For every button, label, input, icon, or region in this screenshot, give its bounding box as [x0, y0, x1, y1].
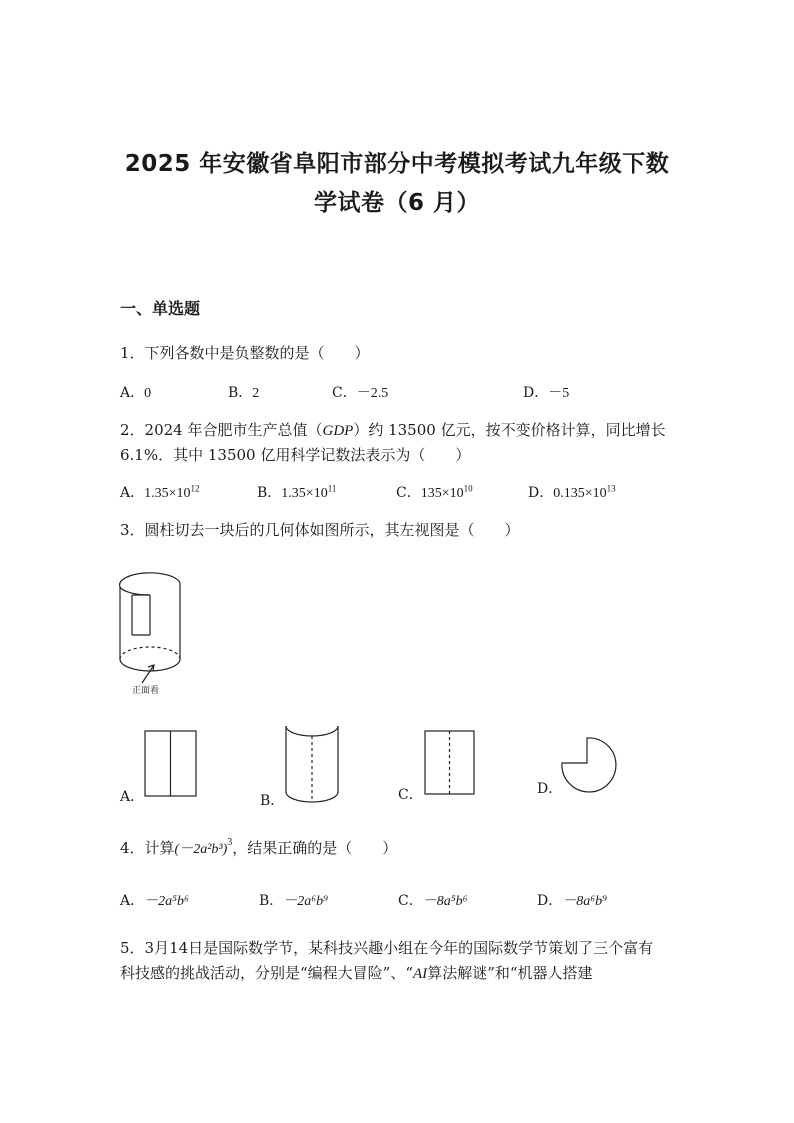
option-a-figure	[144, 730, 198, 798]
cylinder-top-front	[120, 587, 150, 595]
question-4-option-b	[259, 890, 328, 910]
option-value: 2	[252, 386, 260, 401]
option-value: 1.35×10	[281, 486, 328, 501]
option-label: C．	[396, 485, 421, 501]
option-label: D．	[523, 385, 549, 401]
question-4-stem	[120, 837, 397, 858]
stem-text: ）约 13500 亿元，按不变价格计算，同比增长	[353, 421, 666, 439]
question-1-stem: 1．下列各数中是负整数的是（ ）	[120, 344, 370, 362]
question-4-option-d	[537, 890, 607, 910]
math-expression: (－2a²b³)	[174, 842, 228, 857]
option-label: B．	[228, 385, 253, 401]
option-label: A．	[120, 485, 145, 501]
question-3-option-d-label: D．	[537, 781, 563, 797]
math-variable: GDP	[322, 423, 354, 439]
document-title-line-2: 学试卷（6 月）	[313, 190, 480, 216]
stem-text: ，结果正确的是（ ）	[232, 839, 398, 857]
option-value: 0.135×10	[553, 486, 607, 501]
option-exponent: 12	[190, 483, 200, 494]
cylinder-bottom-arc	[120, 659, 180, 671]
question-3-stem: 3．圆柱切去一块后的几何体如图所示，其左视图是（ ）	[120, 521, 520, 539]
question-1-option-d	[523, 382, 569, 402]
top-arc	[286, 726, 338, 736]
question-2-stem-line-2: 6.1%．其中 13500 亿用科学记数法表示为（ ）	[120, 446, 471, 464]
option-value: 135×10	[420, 486, 464, 501]
option-value: －2.5	[356, 386, 389, 401]
question-2-option-c	[396, 482, 473, 502]
section-heading: 一、单选题	[120, 299, 201, 318]
option-value: 0	[144, 386, 152, 401]
question-5-stem-line-2	[120, 962, 593, 983]
stem-text: 科技感的挑战活动，分别是“编程大冒险”、“	[120, 964, 414, 982]
option-label: D．	[537, 893, 563, 909]
question-2-option-a	[120, 482, 200, 502]
question-1-option-a	[120, 382, 151, 402]
cylinder-bottom-hidden-arc	[120, 647, 180, 659]
option-exponent: 10	[463, 483, 473, 494]
cut-cylinder-figure	[112, 565, 192, 695]
stem-text: 算法解谜”和“机器人搭建	[427, 964, 593, 982]
question-3-option-b-label: B．	[260, 793, 285, 809]
question-5-stem-line-1: 5．3月14日是国际数学节，某科技兴趣小组在今年的国际数学节策划了三个富有	[120, 939, 654, 957]
option-label: B．	[259, 893, 284, 909]
stem-text: 4．计算	[120, 839, 175, 857]
option-label: C．	[398, 893, 423, 909]
option-exponent: 11	[327, 483, 337, 494]
question-3-option-a-label: A．	[120, 789, 145, 805]
math-exponent: 3	[227, 837, 233, 848]
option-label: B．	[257, 485, 282, 501]
option-label: A．	[120, 385, 145, 401]
question-2-option-d	[528, 482, 616, 502]
option-exponent: 13	[606, 483, 616, 494]
cylinder-top-arc	[120, 573, 180, 587]
option-value: 1.35×10	[144, 486, 191, 501]
question-4-option-a	[120, 890, 189, 910]
three-quarter-circle	[562, 738, 616, 792]
question-1-option-c	[332, 382, 388, 402]
math-variable: AI	[413, 966, 428, 982]
question-1-option-b	[228, 382, 259, 402]
option-value: －5	[548, 386, 570, 401]
option-value: －2a⁶b⁹	[283, 894, 329, 909]
option-label: A．	[120, 893, 145, 909]
figure-caption: 正面看	[132, 686, 160, 696]
question-4-option-c	[398, 890, 467, 910]
option-b-figure	[284, 724, 340, 806]
option-value: －8a⁶b⁹	[562, 894, 607, 909]
option-d-figure	[560, 736, 618, 794]
view-arrow-shaft	[142, 665, 154, 683]
document-title-line-1: 2025 年安徽省阜阳市部分中考模拟考试九年级下数	[124, 151, 670, 177]
option-value: －8a⁵b⁶	[422, 894, 468, 909]
option-label: C．	[332, 385, 357, 401]
question-3-option-c-label: C．	[398, 787, 423, 803]
question-2-option-b	[257, 482, 336, 502]
question-2-stem-line-1	[120, 419, 666, 440]
stem-text: 2．2024 年合肥市生产总值（	[120, 421, 323, 439]
option-value: －2a⁵b⁶	[144, 894, 189, 909]
option-c-figure	[424, 730, 476, 796]
option-label: D．	[528, 485, 554, 501]
